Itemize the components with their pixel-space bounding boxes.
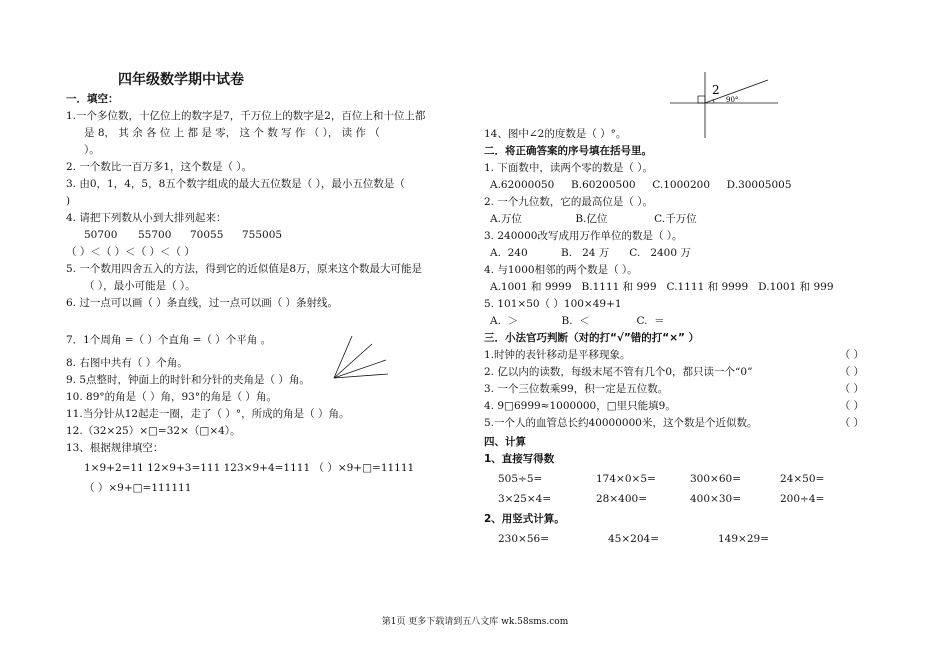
choice-question-3-options: A. 240 B. 24 万 C. 2400 万 <box>490 247 691 259</box>
calc-item: 230×56= <box>498 533 549 545</box>
choice-question-4-options: A.1001 和 9999 B.1111 和 999 C.1111 和 9999 D.1001 和 999 <box>490 281 834 293</box>
number-item: 755005 <box>242 229 283 241</box>
question-4: 4. 请把下列数从小到大排列起来： <box>66 212 227 224</box>
judge-bracket: （ ） <box>839 383 864 395</box>
judge-item-text: 2. 亿以内的读数，每级末尾不管有几个0，都只读一个“0” <box>484 366 753 378</box>
left-column <box>66 72 468 497</box>
calc-row-2 <box>484 491 864 508</box>
angle-label-2: 2 <box>712 83 720 97</box>
question-4-blanks: （ ）＜（ ）＜（ ）＜（ ） <box>66 246 195 258</box>
judge-item-text: 3. 一个三位数乘99，积一定是五位数。 <box>484 383 669 395</box>
judge-bracket: （ ） <box>839 349 864 361</box>
calc-item: 174×0×5= <box>596 473 656 485</box>
judge-item <box>484 364 864 381</box>
question-13: 13、根据规律填空： <box>66 442 164 454</box>
calc-row-3 <box>484 531 864 548</box>
judge-item <box>484 415 864 432</box>
question-3-line-b: ) <box>66 195 71 207</box>
calc-item: 400×30= <box>690 493 741 505</box>
choice-question-2: 2. 一个九位数，它的最高位是（ ）。 <box>484 196 653 208</box>
question-2: 2. 一个数比一百万多1，这个数是（ ）。 <box>66 161 253 173</box>
calc-row-1 <box>484 471 864 488</box>
choice-question-4: 4. 与1000相邻的两个数是（ ）。 <box>484 264 638 276</box>
question-5-line-a: 5. 一个数用四舍五入的方法，得到它的近似值是8万，原来这个数最大可能是 <box>66 263 423 275</box>
judge-item <box>484 398 864 415</box>
question-11: 11.当分针从12起走一圈，走了（ ）°，所成的角是（ ）角。 <box>66 408 350 420</box>
choice-question-2-options: A.万位 B.亿位 C.千万位 <box>490 213 697 225</box>
question-8: 8. 右图中共有（ ）个角。 <box>66 357 188 369</box>
section4-sub2: 2、用竖式计算。 <box>484 513 565 525</box>
judge-item-text: 5.一个人的血管总长约40000000米，这个数是个近似数。 <box>484 417 758 429</box>
section4-sub1: 1、直接写得数 <box>484 453 555 465</box>
calc-item: 24×50= <box>780 473 825 485</box>
question-14: 14、图中∠2的度数是（ ）°。 <box>484 128 627 140</box>
number-item: 70055 <box>190 229 224 241</box>
section3-heading: 三．小法官巧判断（对的打“√”错的打“×” ） <box>484 332 700 344</box>
calc-item: 149×29= <box>718 533 769 545</box>
section1-heading: 一．填空： <box>66 93 119 105</box>
question-7: 7．1个周角 =（ ）个直角 =（ ）个平角 。 <box>66 334 272 346</box>
calc-item: 200÷4= <box>780 493 825 505</box>
page-title: 四年级数学期中试卷 <box>118 72 244 88</box>
calc-item: 28×400= <box>596 493 647 505</box>
question-10: 10. 89°的角是（ ）角，93°的角是（ ）角。 <box>66 391 277 403</box>
rays-figure <box>330 334 390 382</box>
question-9: 9. 5点整时，钟面上的时针和分针的夹角是（ ）角。 <box>66 374 310 386</box>
section2-heading: 二．将正确答案的序号填在括号里。 <box>484 145 652 157</box>
question-12: 12.（32×25）×□=32×（□×4）。 <box>66 425 241 437</box>
judge-item <box>484 347 864 364</box>
judge-bracket: （ ） <box>839 400 864 412</box>
question-3-line-a: 3. 由0，1，4，5，8五个数字组成的最大五位数是（ ），最小五位数是（ <box>66 178 405 190</box>
calc-item: 300×60= <box>690 473 741 485</box>
calc-item: 3×25×4= <box>498 493 552 505</box>
angle-label-90: 90° <box>726 96 739 104</box>
page-footer: 第1页 更多下载请到五八文库 wk.58sms.com <box>381 617 569 627</box>
judge-bracket: （ ） <box>839 417 864 429</box>
choice-question-5: 5. 101×50（ ）100×49+1 <box>484 298 622 310</box>
calc-item: 45×204= <box>608 533 659 545</box>
number-item: 55700 <box>138 229 172 241</box>
question-5-line-b: （ ），最小可能是（ ）。 <box>84 280 196 292</box>
question-13-line-a: 1×9+2=11 12×9+3=111 123×9+4=1111 （ ）×9+□=11111 <box>84 462 415 474</box>
number-item: 50700 <box>84 229 118 241</box>
choice-question-1: 1. 下面数中，读两个零的数是（ ）。 <box>484 162 653 174</box>
judge-bracket: （ ） <box>839 366 864 378</box>
question-1-line-b: 是 8， 其 余 各 位 上 都 是 零， 这 个 数 写 作 （ ）， 读 作 （ <box>84 127 380 139</box>
judge-item <box>484 381 864 398</box>
judge-item-text: 1.时钟的表针移动是平移现象。 <box>484 349 631 361</box>
right-column <box>484 126 864 548</box>
question-6: 6. 过一点可以画（ ）条直线，过一点可以画（ ）条射线。 <box>66 297 339 309</box>
judge-item-text: 4. 9□6999≈1000000，□里只能填9。 <box>484 400 676 412</box>
section4-heading: 四、计算 <box>484 436 526 448</box>
choice-question-3: 3. 240000改写成用万作单位的数是（ ）。 <box>484 230 683 242</box>
calc-item: 505÷5= <box>498 473 543 485</box>
question-4-numbers <box>66 227 468 244</box>
question-1-line-a: 1.一个多位数，十亿位上的数字是7，千万位上的数字是2，百位上和十位上都 <box>66 110 426 122</box>
question-1-line-c: ）。 <box>84 144 100 156</box>
choice-question-5-options: A. ＞ B. ＜ C. ＝ <box>490 315 665 327</box>
choice-question-1-options: A.62000050 B.60200500 C.1000200 D.30005005 <box>490 179 792 191</box>
question-13-line-b: （ ）×9+□=111111 <box>84 482 192 494</box>
